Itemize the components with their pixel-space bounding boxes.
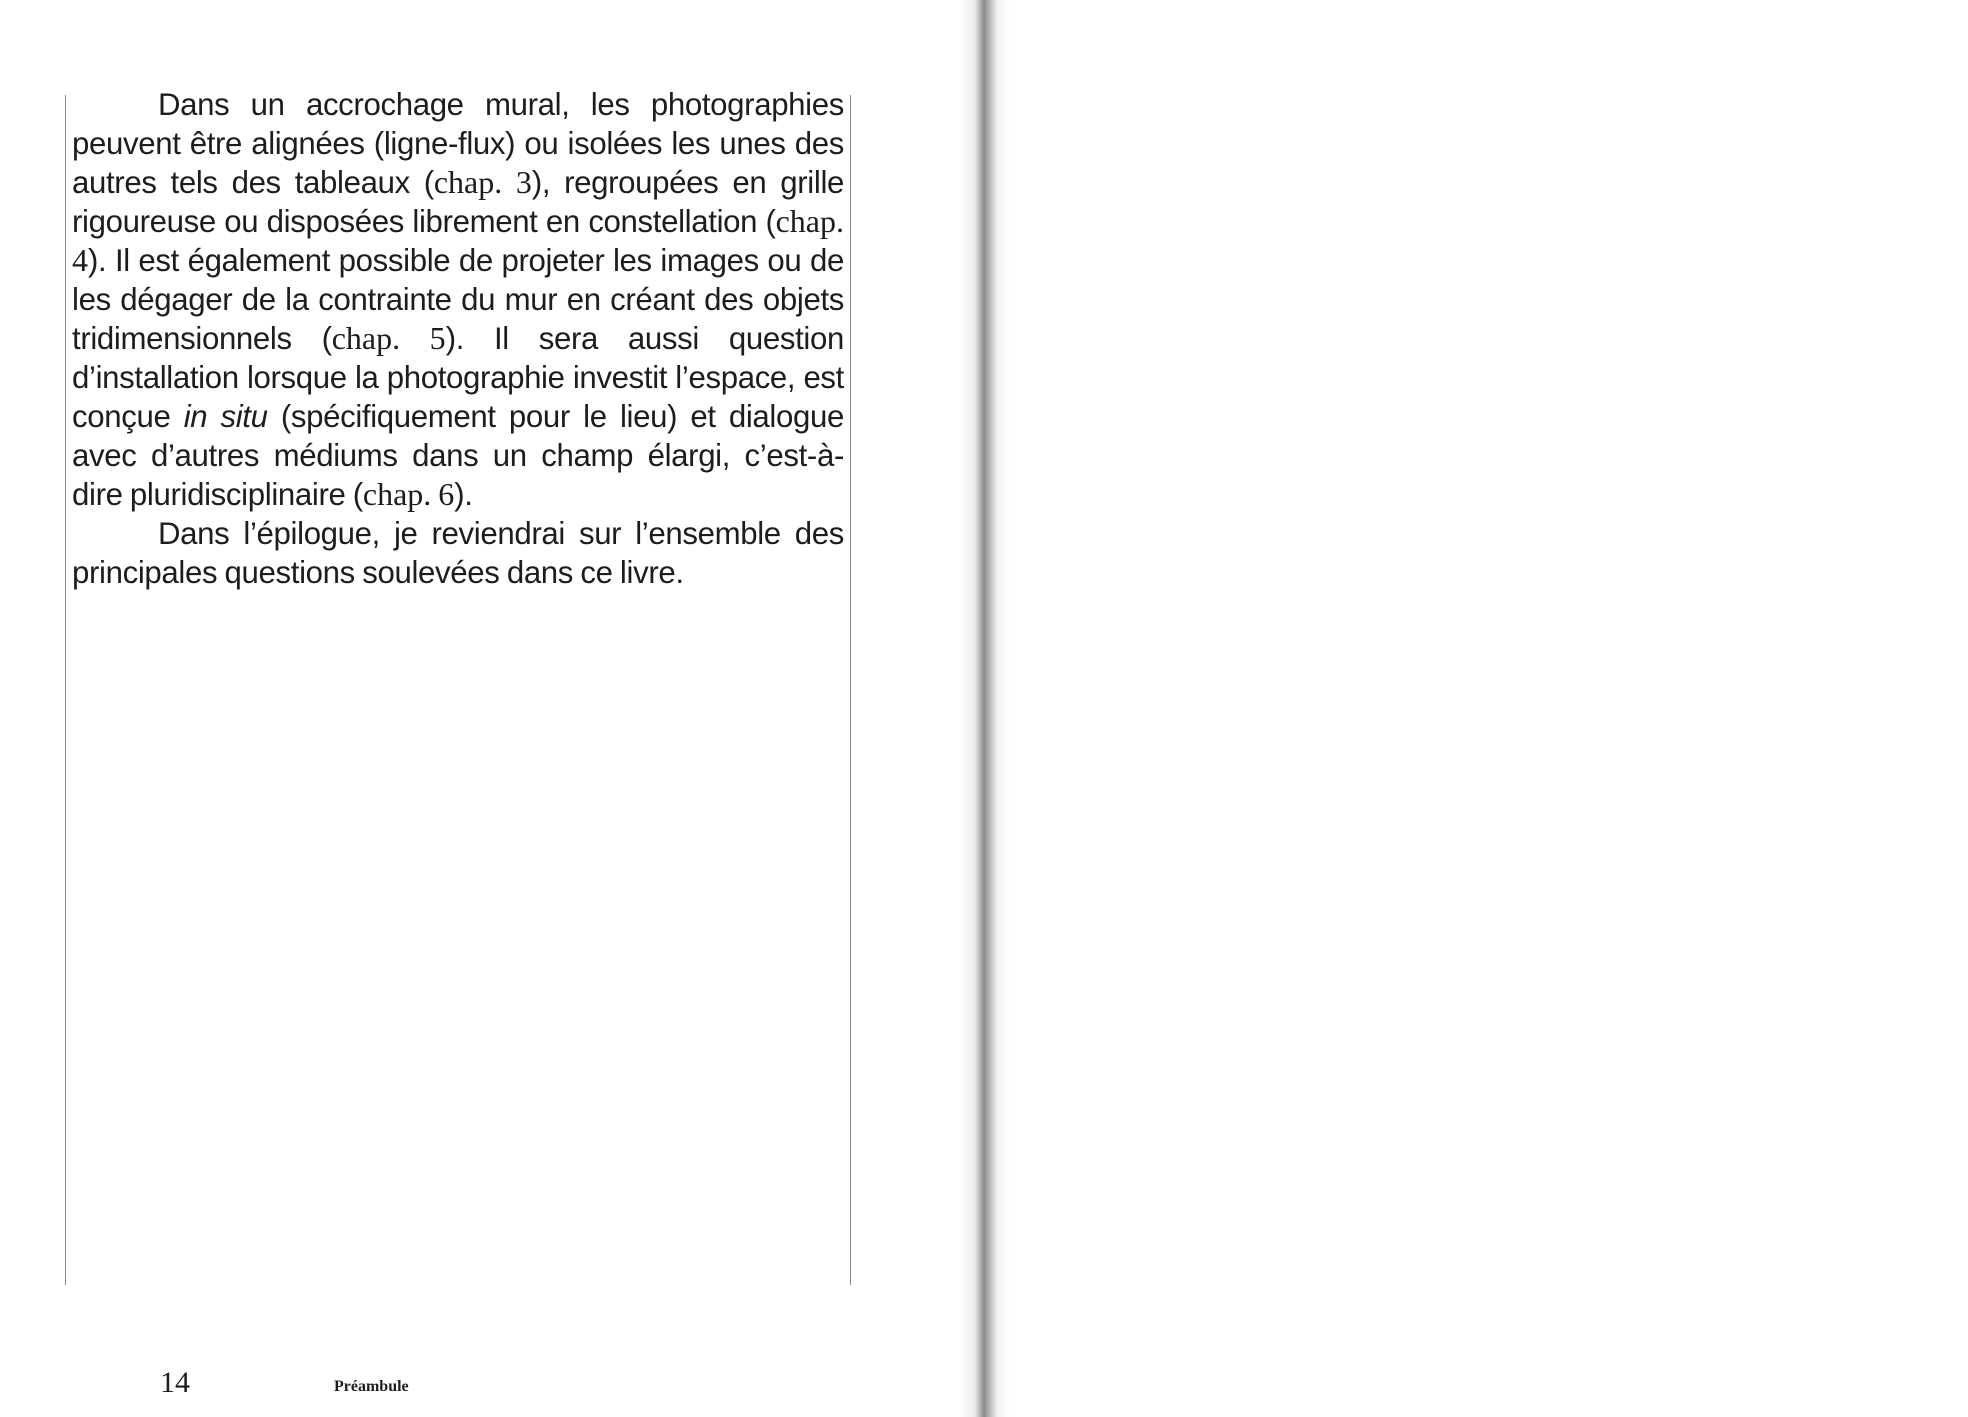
right-page <box>985 0 1968 1417</box>
text-span: ), regroupées en grille rigoureuse ou disposées librement en constellation ( <box>72 165 845 239</box>
text-span: ). Il est également possible de projeter les images ou de les dégager de la contrainte du mur en créant des objets tridimensionnels ( <box>72 243 844 356</box>
text-span: (spécifiquement pour le lieu) et dialogue avec d’autres médiums dans un champ élargi, c’est-à-dire pluridisciplinaire ( <box>72 399 844 512</box>
chapter-reference: chap. 5 <box>331 320 446 356</box>
right-margin-rule <box>850 95 851 1285</box>
chapter-reference: chap. 4 <box>72 203 844 278</box>
gutter-shadow <box>960 0 1010 1417</box>
paragraph-2: Dans l’épilogue, je reviendrai sur l’ensemble des principales questions soulevées dans ce livre. <box>72 516 844 590</box>
text-span: ). Il sera aussi question d’installation lorsque la photographie investit l’espace, est conçue <box>72 321 844 434</box>
page-number: 14 <box>160 1366 190 1399</box>
italic-term: in situ <box>183 399 268 434</box>
text-span: ). <box>454 477 473 512</box>
paragraph-1 <box>72 85 844 514</box>
chapter-reference: chap. 3 <box>433 164 532 200</box>
body-text <box>72 85 844 592</box>
text-span: Dans un accrochage mural, les photographies peuvent être alignées (ligne-flux) ou isolées les unes des autres tels des tableaux ( <box>72 87 844 200</box>
left-margin-rule <box>65 95 66 1285</box>
chapter-reference: chap. 6 <box>362 476 455 512</box>
running-head: Préambule <box>334 1378 409 1395</box>
